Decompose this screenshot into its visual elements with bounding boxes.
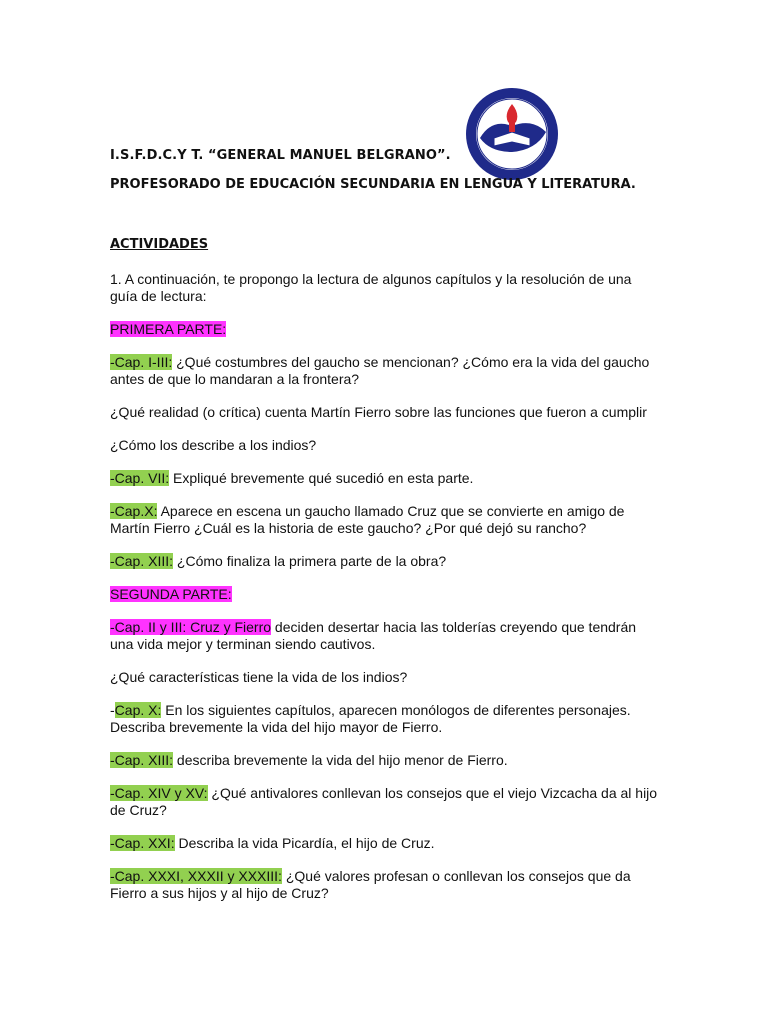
institution-seal-logo (464, 86, 560, 182)
chapter-label: -Cap. VII: (110, 470, 170, 486)
question-item (110, 669, 662, 686)
question-item (110, 702, 662, 736)
chapter-label: -Cap. XIV y XV: (110, 785, 208, 801)
part-label: PRIMERA PARTE: (110, 321, 227, 337)
question-text: ¿Qué costumbres del gaucho se mencionan? ¿Cómo era la vida del gaucho antes de que lo mandaran a la frontera? (110, 354, 650, 387)
chapter-label: -Cap. XXXI, XXXII y XXXIII: (110, 868, 282, 884)
question-item (110, 868, 662, 902)
question-item (110, 553, 662, 570)
part-heading-second (110, 586, 662, 603)
question-text: deciden desertar hacia las tolderías creyendo que tendrán una vida mejor y terminan siendo cautivos. (110, 619, 637, 652)
institution-name: I.S.F.D.C.Y T. “GENERAL MANUEL BELGRANO”. (110, 148, 451, 163)
chapter-label: -Cap. XIII: (110, 553, 174, 569)
question-item (110, 785, 662, 819)
question-text: En los siguientes capítulos, aparecen monólogos de diferentes personajes. Describa brevemente la vida del hijo mayor de Fierro. (110, 702, 631, 735)
chapter-label: -Cap. I-III: (110, 354, 173, 370)
question-text: Aparece en escena un gaucho llamado Cruz que se convierte en amigo de Martín Fierro ¿Cuál es la historia de este gaucho? ¿Por qué dejó su rancho? (110, 503, 625, 536)
question-text: Expliqué brevemente qué sucedió en esta parte. (169, 470, 474, 486)
question-text: ¿Qué valores profesan o conllevan los consejos que da Fierro a sus hijos y al hijo de Cruz? (110, 868, 631, 901)
part-label: SEGUNDA PARTE: (110, 586, 232, 602)
question-text: describa brevemente la vida del hijo menor de Fierro. (173, 752, 508, 768)
item-prefix: - (110, 702, 115, 718)
question-item (110, 752, 662, 769)
question-text: ¿Qué antivalores conllevan los consejos que el viejo Vizcacha da al hijo de Cruz? (110, 785, 658, 818)
question-text: ¿Cómo los describe a los indios? (110, 437, 317, 453)
question-item (110, 354, 662, 388)
question-item (110, 619, 662, 653)
intro-paragraph: 1. A continuación, te propongo la lectura de algunos capítulos y la resolución de una guía de lectura: (110, 271, 632, 304)
document-body (110, 271, 662, 918)
part-heading-first (110, 321, 662, 338)
chapter-label: -Cap. XIII: (110, 752, 174, 768)
question-text: ¿Cómo finaliza la primera parte de la obra? (173, 553, 447, 569)
question-item (110, 437, 662, 454)
chapter-label: -Cap.X: (110, 503, 158, 519)
question-text: ¿Qué realidad (o crítica) cuenta Martín Fierro sobre las funciones que fueron a cumplir (110, 404, 647, 420)
chapter-label: -Cap. XXI: (110, 835, 175, 851)
question-item (110, 503, 662, 537)
chapter-label: Cap. X: (114, 702, 162, 718)
section-title: ACTIVIDADES (110, 237, 209, 252)
question-item (110, 470, 662, 487)
chapter-label: -Cap. II y III: Cruz y Fierro (110, 619, 272, 635)
question-text: ¿Qué características tiene la vida de los indios? (110, 669, 408, 685)
question-item (110, 404, 662, 421)
question-item (110, 835, 662, 852)
question-text: Describa la vida Picardía, el hijo de Cruz. (174, 835, 435, 851)
program-name: PROFESORADO DE EDUCACIÓN SECUNDARIA EN LENGUA Y LITERATURA. (110, 177, 636, 192)
